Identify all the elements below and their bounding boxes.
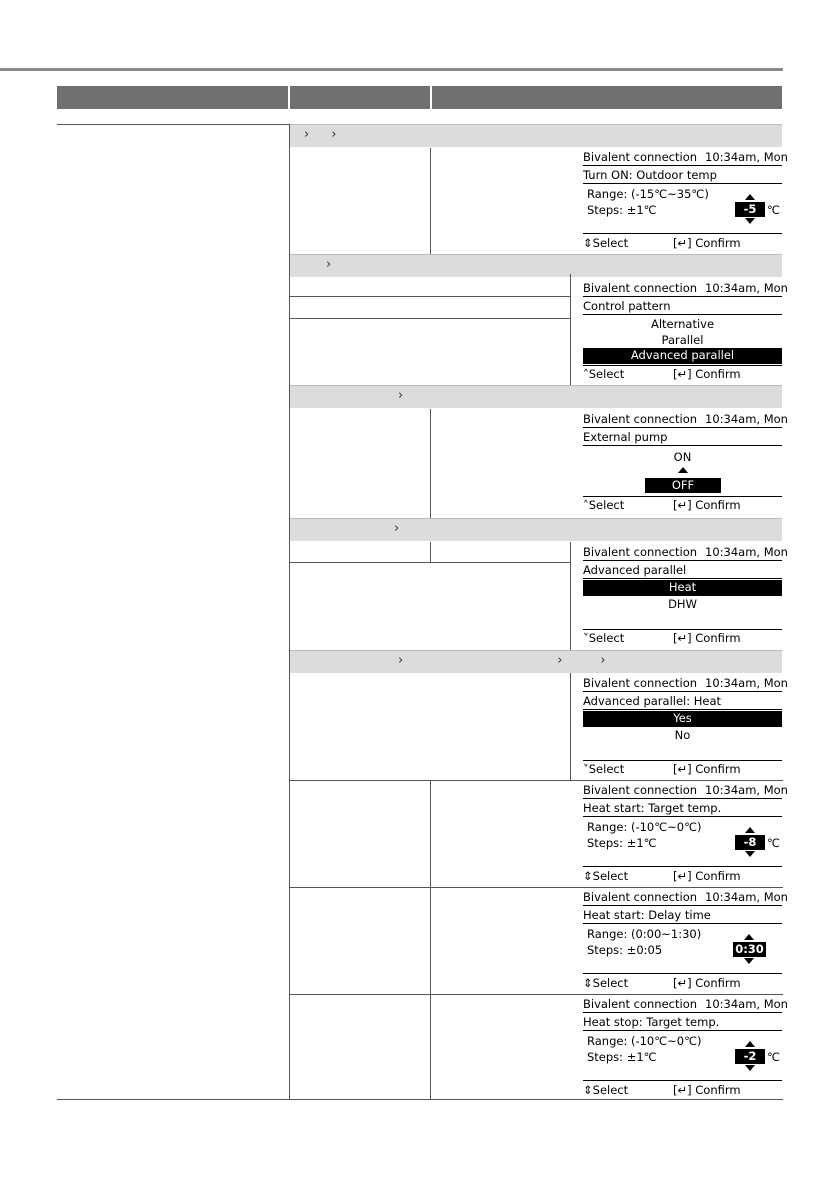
lcd-rule — [583, 923, 782, 924]
lcd-rule — [583, 816, 782, 817]
cell-divider — [430, 148, 431, 254]
enter-icon: [↵] — [673, 367, 692, 381]
enter-icon: [↵] — [673, 631, 692, 645]
row-divider — [57, 124, 289, 125]
lcd-steps: Steps: ±1℃ — [587, 1050, 657, 1064]
option-heat-selected[interactable]: Heat — [583, 580, 782, 596]
lcd-subtitle: Heat start: Delay time — [583, 908, 711, 922]
lcd-control-pattern — [583, 281, 788, 381]
section-bar-2: › — [290, 254, 782, 277]
enter-icon: [↵] — [673, 1083, 692, 1097]
lcd-heat-stop-target-temp — [583, 997, 788, 1097]
cell-divider — [570, 673, 571, 780]
lcd-rule — [583, 496, 782, 497]
confirm-hint: [↵] Confirm — [673, 631, 741, 645]
lcd-rule — [583, 760, 782, 761]
updown-arrow-icon: ⇕ — [583, 976, 593, 990]
lcd-header-title: Bivalent connection — [583, 150, 698, 164]
cell-divider — [430, 542, 431, 562]
value-up-icon[interactable] — [744, 934, 754, 940]
table-header-col3 — [432, 86, 782, 109]
table-bottom-rule — [57, 1099, 783, 1100]
option-off-selected[interactable]: OFF — [645, 478, 721, 493]
value-down-icon[interactable] — [745, 851, 755, 857]
updown-arrow-icon: ⇕ — [583, 236, 593, 250]
lcd-header-title: Bivalent connection — [583, 783, 698, 797]
lcd-header-title: Bivalent connection — [583, 890, 698, 904]
lcd-header-title: Bivalent connection — [583, 676, 698, 690]
lcd-header-title: Bivalent connection — [583, 545, 698, 559]
cell-divider — [570, 274, 571, 385]
cell-divider — [290, 296, 570, 297]
down-arrow-icon: ˅ — [583, 631, 589, 645]
lcd-rule — [583, 691, 782, 692]
lcd-range: Range: (-10℃~0℃) — [587, 1034, 702, 1048]
lcd-rule — [583, 798, 782, 799]
lcd-rule — [583, 905, 782, 906]
lcd-rule — [583, 1080, 782, 1081]
select-hint: ⇕Select — [583, 976, 629, 990]
cell-divider — [290, 994, 783, 995]
lcd-range: Range: (-15℃~35℃) — [587, 187, 709, 201]
table-header-col1 — [57, 86, 288, 109]
table-header-col2 — [290, 86, 430, 109]
value-unit: ℃ — [767, 1050, 780, 1064]
lcd-rule — [583, 427, 782, 428]
lcd-rule — [583, 314, 782, 315]
lcd-subtitle: Control pattern — [583, 299, 671, 313]
section-bar-4: › — [290, 518, 782, 541]
lcd-clock: 10:34am, Mon — [705, 783, 788, 797]
cell-divider — [290, 318, 570, 319]
lcd-rule — [583, 709, 782, 710]
lcd-header-title: Bivalent connection — [583, 997, 698, 1011]
lcd-rule — [583, 183, 782, 184]
value-display[interactable]: 0:30 — [733, 942, 766, 957]
confirm-hint: [↵] Confirm — [673, 367, 741, 381]
option-no[interactable]: No — [674, 728, 691, 742]
lcd-clock: 10:34am, Mon — [705, 890, 788, 904]
option-yes-selected[interactable]: Yes — [583, 711, 782, 727]
lcd-header-title: Bivalent connection — [583, 281, 698, 295]
select-hint: ⇕Select — [583, 869, 629, 883]
lcd-header-title: Bivalent connection — [583, 412, 698, 426]
updown-arrow-icon: ⇕ — [583, 869, 593, 883]
value-down-icon[interactable] — [744, 958, 754, 964]
lcd-rule — [583, 560, 782, 561]
lcd-advanced-parallel — [583, 545, 788, 645]
lcd-rule — [583, 1030, 782, 1031]
lcd-turn-on-outdoor-temp — [583, 150, 788, 250]
cell-divider — [290, 780, 783, 781]
select-hint: ˄Select — [583, 498, 625, 512]
confirm-hint: [↵] Confirm — [673, 762, 741, 776]
cell-divider — [430, 409, 431, 518]
lcd-steps: Steps: ±0:05 — [587, 943, 663, 957]
lcd-rule — [583, 233, 782, 234]
value-unit: ℃ — [767, 203, 780, 217]
up-arrow-icon — [678, 467, 688, 473]
confirm-hint: [↵] Confirm — [673, 976, 741, 990]
lcd-rule — [583, 578, 782, 579]
enter-icon: [↵] — [673, 762, 692, 776]
value-unit: ℃ — [767, 836, 780, 850]
value-up-icon[interactable] — [745, 194, 755, 200]
value-up-icon[interactable] — [745, 1041, 755, 1047]
lcd-advanced-parallel-heat — [583, 676, 788, 776]
select-hint: ˅Select — [583, 762, 625, 776]
lcd-subtitle: Heat stop: Target temp. — [583, 1015, 720, 1029]
lcd-rule — [583, 973, 782, 974]
confirm-hint: [↵] Confirm — [673, 498, 741, 512]
value-display[interactable]: -5 — [735, 202, 765, 217]
cell-divider — [570, 542, 571, 650]
down-arrow-icon: ˅ — [583, 762, 589, 776]
lcd-range: Range: (-10℃~0℃) — [587, 820, 702, 834]
option-alternative[interactable]: Alternative — [650, 317, 715, 331]
lcd-subtitle: Turn ON: Outdoor temp — [583, 168, 717, 182]
lcd-subtitle: External pump — [583, 430, 668, 444]
select-hint: ˄Select — [583, 367, 625, 381]
lcd-rule — [583, 296, 782, 297]
value-display[interactable]: -8 — [735, 835, 765, 850]
select-hint: ⇕Select — [583, 236, 629, 250]
select-hint: ˅Select — [583, 631, 625, 645]
lcd-rule — [583, 445, 782, 446]
lcd-external-pump — [583, 412, 788, 512]
lcd-subtitle: Heat start: Target temp. — [583, 801, 722, 815]
lcd-rule — [583, 629, 782, 630]
option-dhw[interactable]: DHW — [668, 597, 697, 611]
cell-divider — [430, 780, 431, 1100]
enter-icon: [↵] — [673, 236, 692, 250]
section-bar-3: › — [290, 385, 782, 408]
lcd-rule — [583, 1012, 782, 1013]
value-display[interactable]: -2 — [735, 1049, 765, 1064]
cell-divider — [290, 887, 783, 888]
enter-icon: [↵] — [673, 498, 692, 512]
lcd-clock: 10:34am, Mon — [705, 545, 788, 559]
confirm-hint: [↵] Confirm — [673, 1083, 741, 1097]
option-advanced-parallel-selected[interactable]: Advanced parallel — [583, 348, 782, 364]
section-bar-1: › › — [290, 124, 782, 147]
value-down-icon[interactable] — [745, 218, 755, 224]
enter-icon: [↵] — [673, 976, 692, 990]
option-parallel[interactable]: Parallel — [661, 333, 704, 347]
lcd-rule — [583, 365, 782, 366]
confirm-hint: [↵] Confirm — [673, 869, 741, 883]
updown-arrow-icon: ⇕ — [583, 1083, 593, 1097]
lcd-rule — [583, 866, 782, 867]
lcd-steps: Steps: ±1℃ — [587, 203, 657, 217]
up-arrow-icon: ˄ — [583, 498, 589, 512]
up-arrow-icon: ˄ — [583, 367, 589, 381]
enter-icon: [↵] — [673, 869, 692, 883]
lcd-clock: 10:34am, Mon — [705, 281, 788, 295]
lcd-heat-start-target-temp — [583, 783, 788, 883]
lcd-heat-start-delay-time — [583, 890, 788, 990]
top-rule — [0, 68, 783, 71]
select-hint: ⇕Select — [583, 1083, 629, 1097]
section-bar-5: › › › — [290, 650, 782, 673]
lcd-subtitle: Advanced parallel: Heat — [583, 694, 722, 708]
lcd-clock: 10:34am, Mon — [705, 150, 788, 164]
confirm-hint: [↵] Confirm — [673, 236, 741, 250]
lcd-subtitle: Advanced parallel — [583, 563, 687, 577]
lcd-clock: 10:34am, Mon — [705, 412, 788, 426]
lcd-steps: Steps: ±1℃ — [587, 836, 657, 850]
cell-divider — [290, 562, 570, 563]
lcd-range: Range: (0:00~1:30) — [587, 927, 702, 941]
lcd-rule — [583, 165, 782, 166]
value-up-icon[interactable] — [745, 827, 755, 833]
option-on[interactable]: ON — [673, 450, 692, 464]
lcd-clock: 10:34am, Mon — [705, 997, 788, 1011]
lcd-clock: 10:34am, Mon — [705, 676, 788, 690]
value-down-icon[interactable] — [745, 1065, 755, 1071]
